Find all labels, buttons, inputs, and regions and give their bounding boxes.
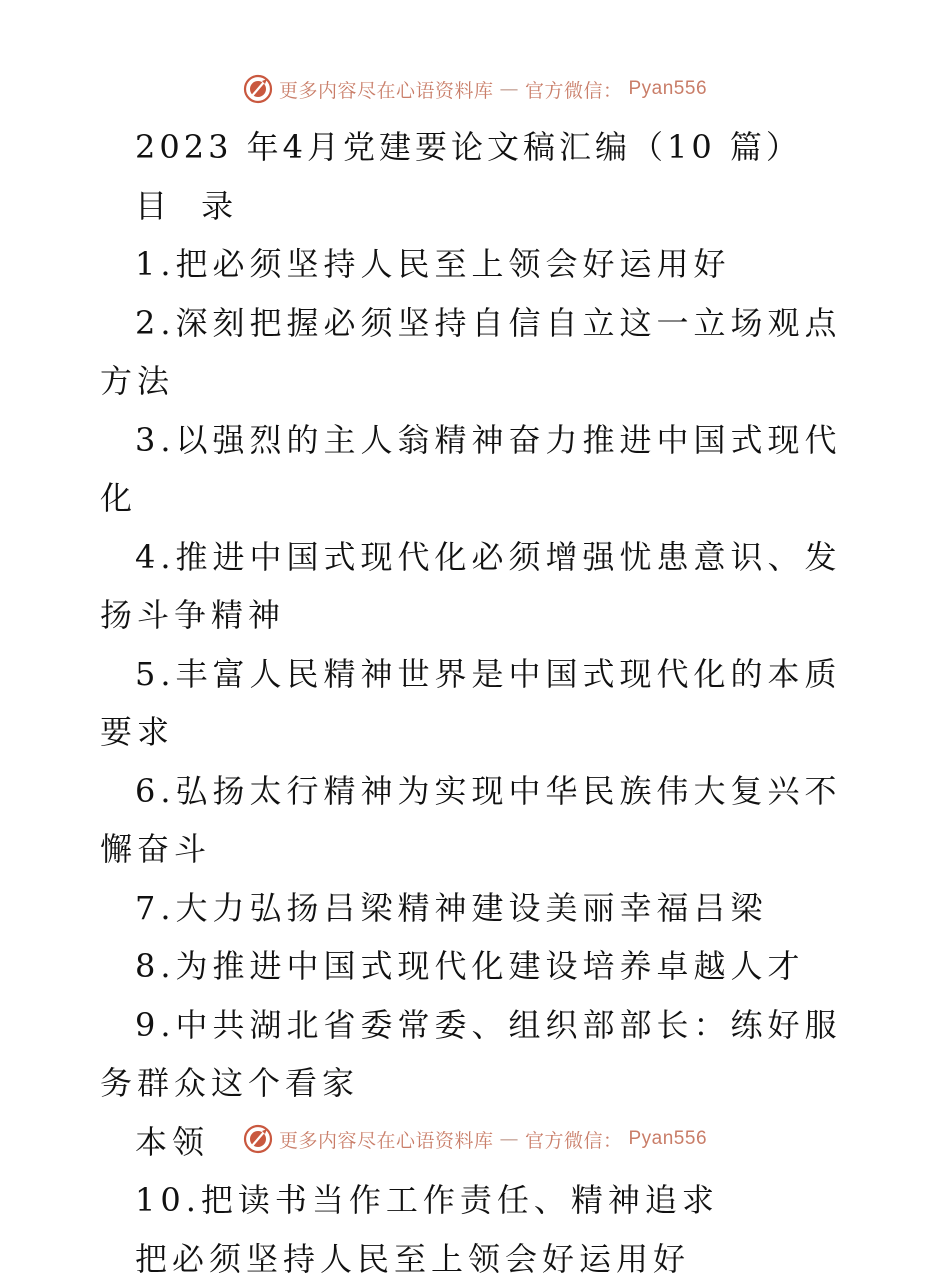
pen-seal-icon	[243, 1124, 273, 1154]
section-title: 把必须坚持人民至上领会好运用好	[100, 1230, 860, 1288]
watermark-wechat-id: Pyan556	[629, 1128, 708, 1150]
watermark-wechat-id: Pyan556	[629, 78, 708, 100]
watermark-official-label: 官方微信：	[525, 76, 623, 103]
toc-heading: 目 录	[100, 177, 860, 236]
toc-item: 本领	[100, 1113, 860, 1172]
toc-item: 1.把必须坚持人民至上领会好运用好	[100, 235, 860, 294]
pen-seal-icon	[243, 74, 273, 104]
watermark-official-label: 官方微信：	[525, 1126, 623, 1153]
footer-watermark	[0, 1124, 950, 1154]
toc-item: 2.深刻把握必须坚持自信自立这一立场观点方法	[100, 294, 860, 411]
document-body	[100, 118, 860, 1288]
toc-item: 7.大力弘扬吕梁精神建设美丽幸福吕梁	[100, 879, 860, 938]
watermark-main-text: 更多内容尽在心语资料库	[279, 1126, 494, 1153]
header-watermark	[0, 74, 950, 104]
toc-item: 6.弘扬太行精神为实现中华民族伟大复兴不懈奋斗	[100, 762, 860, 879]
watermark-dash: —	[499, 1128, 519, 1150]
watermark-dash: —	[499, 78, 519, 100]
toc-item: 5.丰富人民精神世界是中国式现代化的本质要求	[100, 645, 860, 762]
toc-item: 10.把读书当作工作责任、精神追求	[100, 1171, 860, 1230]
toc-item: 9.中共湖北省委常委、组织部部长：练好服务群众这个看家	[100, 996, 860, 1113]
document-title: 2023 年4月党建要论文稿汇编（10 篇）	[100, 118, 860, 177]
toc-item: 3.以强烈的主人翁精神奋力推进中国式现代化	[100, 411, 860, 528]
watermark-main-text: 更多内容尽在心语资料库	[279, 76, 494, 103]
toc-item: 4.推进中国式现代化必须增强忧患意识、发扬斗争精神	[100, 528, 860, 645]
toc-item: 8.为推进中国式现代化建设培养卓越人才	[100, 937, 860, 996]
